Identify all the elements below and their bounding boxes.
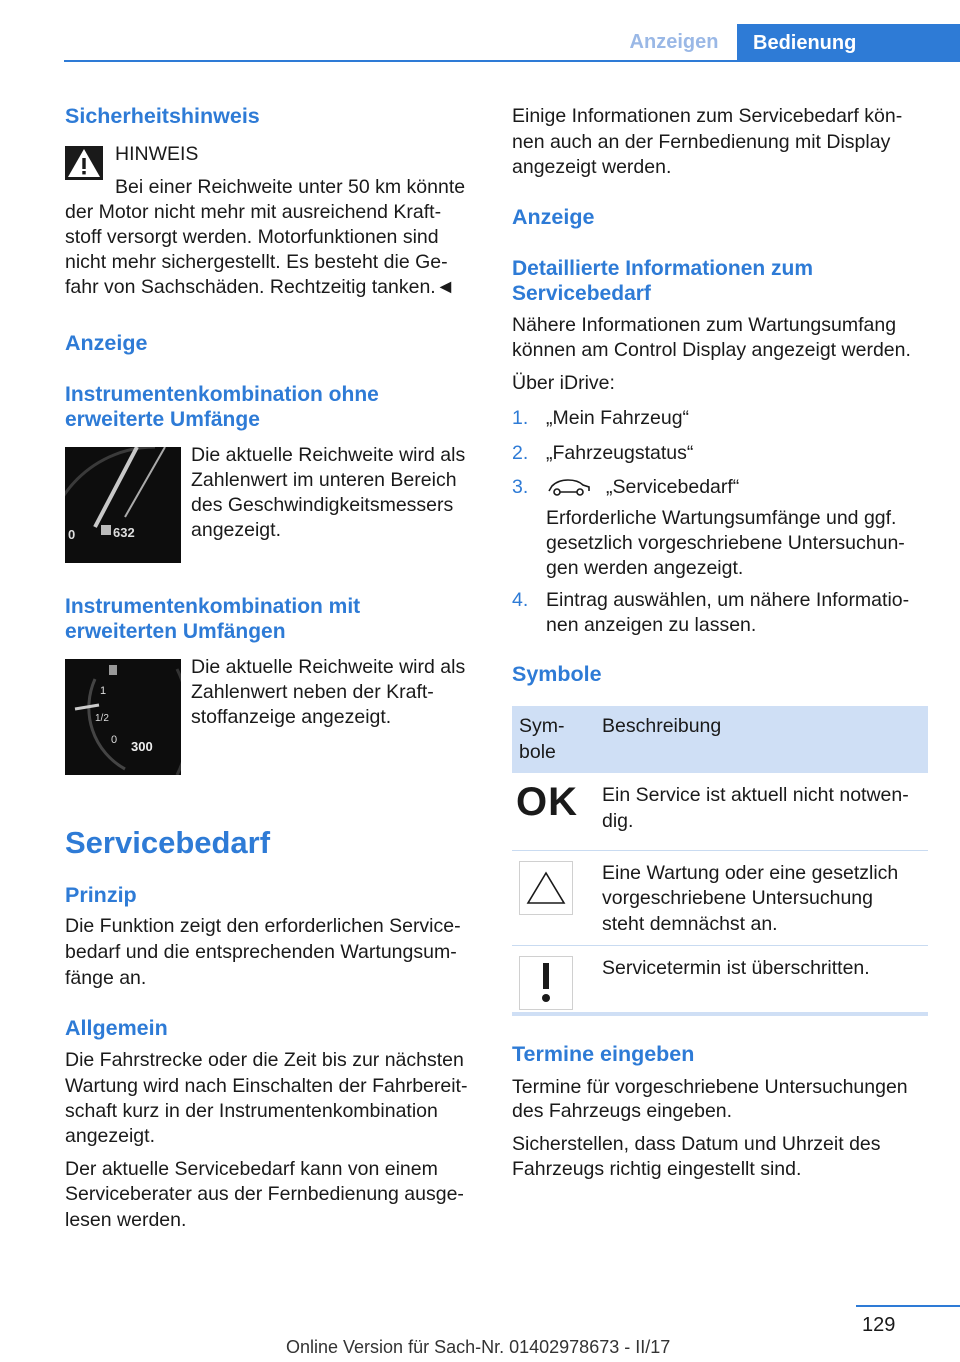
description-cell (595, 850, 928, 946)
allgemein-title: Allgemein (65, 1016, 168, 1040)
warning-triangle-icon (519, 861, 573, 915)
speedometer-zero-label: 0 (68, 527, 76, 542)
ik-ohne-text-4: angezeigt. (191, 519, 281, 541)
hinweis-line-2: der Motor nicht mehr mit ausreichend Kraft- (65, 201, 442, 223)
step-text: „Fahrzeugstatus“ (546, 442, 694, 464)
description-cell (595, 773, 928, 850)
ik-ohne-title-1: Instrumentenkombination ohne (65, 383, 379, 406)
step-text: Erforderliche Wartungsumfänge und ggf. (546, 507, 897, 529)
hinweis-line-1: Bei einer Reichweite unter 50 km könnte (115, 176, 466, 198)
termine-title: Termine eingeben (512, 1042, 695, 1066)
allgemein-text-3: schaft kurz in der Instrumentenkombination (65, 1100, 438, 1122)
allgemein-text-7: lesen werden. (65, 1209, 187, 1231)
idrive-label: Über iDrive: (512, 372, 615, 394)
step-text: gen werden angezeigt. (546, 557, 744, 579)
ik-ohne-text-3: des Geschwindigkeitsmessers (191, 494, 454, 516)
hinweis-label: HINWEIS (115, 143, 199, 165)
ik-mit-text-3: stoffanzeige angezeigt. (191, 706, 392, 728)
footer-online-version: Online Version für Sach-Nr. 01402978673 - II/17 (286, 1337, 671, 1357)
step-text: nen anzeigen zu lassen. (546, 614, 757, 636)
ik-mit-text-2: Zahlenwert neben der Kraft- (191, 681, 434, 703)
ik-ohne-text-1: Die aktuelle Reichweite wird als (191, 444, 466, 466)
hinweis-line-4: nicht mehr sichergestellt. Es besteht die Ge- (65, 251, 448, 273)
table-header-beschreibung: Beschreibung (595, 706, 928, 773)
fuel-empty-label: 0 (111, 734, 118, 746)
detail-text-2: können am Control Display angezeigt werden. (512, 339, 911, 361)
intro-text-1: Einige Informationen zum Servicebedarf kön- (512, 105, 903, 127)
anzeige-title-left: Anzeige (65, 331, 148, 355)
speedometer-illustration (65, 447, 181, 563)
step-number: 1. (512, 407, 529, 429)
step-number: 3. (512, 476, 529, 498)
prinzip-title: Prinzip (65, 883, 137, 907)
prinzip-text-3: fänge an. (65, 967, 147, 989)
prinzip-text-1: Die Funktion zeigt den erforderlichen Service- (65, 915, 461, 937)
symbol-cell (512, 773, 595, 850)
table-row (512, 773, 928, 850)
table-header-row (512, 706, 928, 773)
ok-icon: OK (516, 780, 578, 825)
step-text: gesetzlich vorgeschriebene Untersuchun- (546, 532, 905, 554)
row2-desc-3: steht demnächst an. (602, 912, 778, 935)
ik-ohne-text-2: Zahlenwert im unteren Bereich (191, 469, 457, 491)
fuel-full-label: 1 (100, 685, 107, 697)
speedometer-range-label: 632 (113, 525, 135, 540)
intro-text-2: nen auch an der Fernbedienung mit Display (512, 131, 891, 153)
header-tab-anzeigen[interactable]: Anzeigen (629, 31, 719, 53)
symbols-table (512, 706, 928, 1018)
header-sym-line1: Sym- (519, 715, 565, 737)
anzeige-title-right: Anzeige (512, 205, 595, 229)
row3-desc-1: Servicetermin ist überschritten. (602, 957, 870, 979)
page-number: 129 (862, 1314, 896, 1336)
termine-text-3: Sicherstellen, dass Datum und Uhrzeit des (512, 1133, 881, 1155)
table-header-symbole (512, 706, 595, 773)
allgemein-text-4: angezeigt. (65, 1125, 155, 1147)
step-text: „Mein Fahrzeug“ (546, 407, 690, 429)
header-tab-bedienung[interactable]: Bedienung (737, 24, 960, 62)
allgemein-text-2: Wartung wird nach Einschalten der Fahrbereit- (65, 1075, 468, 1097)
ik-ohne-title-2: erweiterte Umfänge (65, 408, 260, 431)
row1-desc-1: Ein Service ist aktuell nicht notwen- (602, 784, 909, 806)
row1-desc-2: dig. (602, 809, 634, 832)
safety-title: Sicherheitshinweis (65, 104, 260, 128)
row2-desc-1: Eine Wartung oder eine gesetzlich (602, 861, 899, 884)
detail-title-1: Detaillierte Informationen zum (512, 257, 814, 280)
ik-mit-title-2: erweiterten Umfängen (65, 620, 286, 643)
instrument-photo-speedometer (65, 447, 181, 563)
step-text: „Servicebedarf“ (606, 476, 740, 498)
list-item (512, 588, 928, 640)
table-bottom-rule (512, 1012, 928, 1016)
servicebedarf-title: Servicebedarf (65, 825, 271, 860)
list-item (512, 475, 928, 585)
exclamation-icon (519, 956, 573, 1010)
header-rule (64, 60, 960, 62)
warning-icon (65, 146, 103, 180)
page-number-rule (856, 1305, 960, 1307)
fuel-gauge-illustration (65, 659, 181, 775)
intro-text-3: angezeigt werden. (512, 156, 672, 178)
allgemein-text-1: Die Fahrstrecke oder die Zeit bis zur nächsten (65, 1049, 464, 1071)
symbol-cell (512, 850, 595, 946)
description-cell (595, 946, 928, 1019)
detail-title-2: Servicebedarf (512, 282, 651, 305)
allgemein-text-6: Serviceberater aus der Fernbedienung ausge- (65, 1183, 464, 1205)
table-row (512, 946, 928, 1019)
header-sym-line2: bole (519, 740, 556, 763)
row2-desc-2: vorgeschriebene Untersuchung (602, 887, 874, 909)
termine-text-1: Termine für vorgeschriebene Untersuchungen (512, 1076, 908, 1098)
table-row (512, 850, 928, 946)
fuel-range-label: 300 (131, 739, 153, 754)
detail-text-1: Nähere Informationen zum Wartungsumfang (512, 314, 897, 336)
step-number: 2. (512, 442, 529, 464)
termine-text-2: des Fahrzeugs eingeben. (512, 1100, 733, 1122)
ik-mit-text-1: Die aktuelle Reichweite wird als (191, 656, 466, 678)
hinweis-line-5: fahr von Sachschäden. Rechtzeitig tanken.◄ (65, 276, 456, 298)
termine-text-4: Fahrzeugs richtig eingestellt sind. (512, 1158, 802, 1180)
instrument-photo-fuel-gauge (65, 659, 181, 775)
ik-mit-title-1: Instrumentenkombination mit (65, 595, 361, 618)
fuel-half-label: 1/2 (95, 713, 109, 724)
symbole-title: Symbole (512, 662, 602, 686)
step-number: 4. (512, 589, 529, 611)
allgemein-text-5: Der aktuelle Servicebedarf kann von einem (65, 1158, 438, 1180)
symbol-cell (512, 946, 595, 1019)
prinzip-text-2: bedarf und die entsprechenden Wartungsum- (65, 941, 457, 963)
hinweis-line-3: stoff versorgt werden. Motorfunktionen sind (65, 226, 439, 248)
step-text: Eintrag auswählen, um nähere Informatio- (546, 589, 910, 611)
car-service-icon (546, 477, 592, 497)
